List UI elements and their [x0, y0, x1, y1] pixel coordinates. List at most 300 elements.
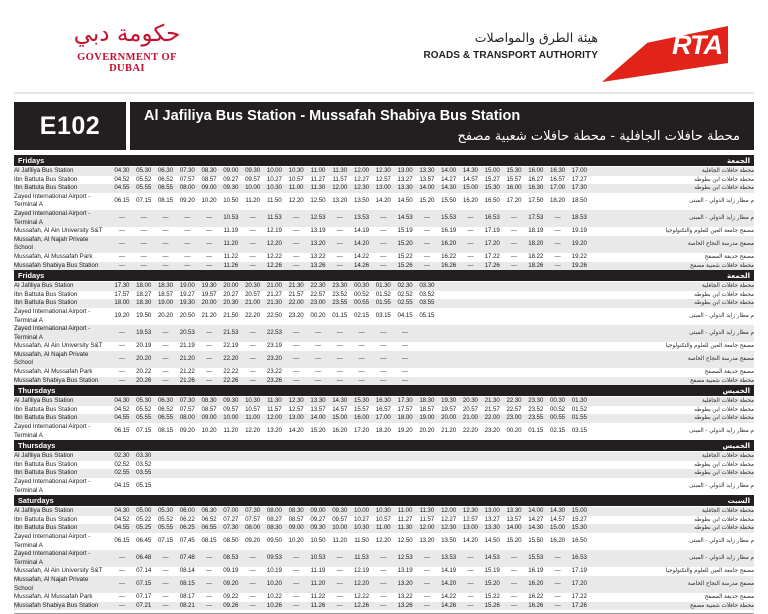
departure-time-cell: 12.30 [351, 184, 373, 193]
departure-time-cell: 02.55 [394, 299, 416, 308]
departure-time-cell: 20.26 [133, 377, 155, 386]
departure-time-cell [612, 602, 634, 611]
departure-time-cell: — [111, 567, 133, 576]
departure-time-cell [612, 423, 634, 440]
departure-time-cell: 19.00 [155, 299, 177, 308]
departure-time-cell [612, 210, 634, 227]
departure-time-cell: — [155, 253, 177, 262]
departure-time-cell: — [285, 325, 307, 342]
day-header-english: Fridays [18, 156, 45, 165]
departure-time-cell: 13.57 [307, 406, 329, 415]
stop-name-line2: Terminal A [14, 201, 43, 209]
stop-name-arabic-jafiliya: محطة حافلات الجافلية [634, 507, 754, 516]
table-row [14, 469, 754, 478]
table-row [14, 308, 754, 325]
departure-time-cell: 06.00 [176, 507, 198, 516]
departure-time-cell: 15.30 [481, 184, 503, 193]
departure-time-cell: 18.20 [372, 423, 394, 440]
departure-time-cell [547, 291, 569, 300]
departure-time-cell: 12.20 [285, 193, 307, 210]
departure-time-cell: 10.00 [263, 167, 285, 176]
departure-time-cell: 18.30 [416, 397, 438, 406]
departure-time-cell [176, 478, 198, 495]
departure-time-cell: 10.30 [242, 397, 264, 406]
departure-time-cell: — [285, 210, 307, 227]
departure-time-cell: 11.50 [263, 193, 285, 210]
departure-time-cell [372, 452, 394, 461]
departure-time-cell: 14.27 [438, 176, 460, 185]
day-header-english: Fridays [18, 271, 45, 281]
departure-time-cell: 20.00 [198, 299, 220, 308]
departure-time-cell [460, 308, 482, 325]
departure-time-cell: — [503, 210, 525, 227]
day-header-fridays-1 [14, 155, 754, 166]
departure-time-cell [242, 478, 264, 495]
departure-time-cell [285, 469, 307, 478]
departure-time-cell: 06.30 [155, 167, 177, 176]
departure-time-cell: 09.00 [307, 507, 329, 516]
departure-time-cell: 15.00 [460, 184, 482, 193]
timetable-thursdays-2 [14, 452, 754, 495]
departure-time-cell: 10.57 [242, 406, 264, 415]
departure-time-cell: 09.57 [329, 516, 351, 525]
departure-time-cell: 08.50 [220, 533, 242, 550]
departure-time-cell: 23.55 [525, 414, 547, 423]
departure-time-cell [568, 325, 590, 342]
table-row [14, 176, 754, 185]
departure-time-cell [612, 236, 634, 253]
departure-time-cell: 06.15 [111, 193, 133, 210]
departure-time-cell: — [155, 236, 177, 253]
departure-time-cell: — [329, 368, 351, 377]
departure-time-cell [503, 452, 525, 461]
departure-time-cell: 12.00 [351, 167, 373, 176]
departure-time-cell [612, 406, 634, 415]
day-group-fridays-1 [14, 155, 754, 270]
day-header-english: Thursdays [18, 441, 56, 451]
departure-time-cell: 21.27 [263, 291, 285, 300]
departure-time-cell: 13.53 [351, 210, 373, 227]
departure-time-cell [612, 193, 634, 210]
departure-time-cell: 05.52 [155, 516, 177, 525]
departure-time-cell: 15.20 [481, 576, 503, 593]
stop-name-line2: Terminal A [14, 218, 43, 226]
departure-time-cell: 17.20 [503, 193, 525, 210]
departure-time-cell: 13.20 [416, 533, 438, 550]
departure-time-cell [460, 282, 482, 291]
departure-time-cell: 16.20 [460, 193, 482, 210]
departure-time-cell: 06.45 [133, 533, 155, 550]
departure-time-cell: — [372, 576, 394, 593]
departure-time-cell: 17.50 [525, 193, 547, 210]
table-row [14, 516, 754, 525]
departure-time-cell: 22.20 [460, 423, 482, 440]
departure-time-cell: 06.30 [155, 397, 177, 406]
departure-time-cell: 12.53 [394, 550, 416, 567]
departure-time-cell: 01.30 [372, 282, 394, 291]
departure-time-cell: 09.30 [220, 397, 242, 406]
route-number-badge: E102 [14, 102, 126, 150]
departure-time-cell: — [351, 368, 373, 377]
departure-time-cell: — [351, 342, 373, 351]
departure-time-cell: — [155, 377, 177, 386]
departure-time-cell: 20.50 [176, 308, 198, 325]
departure-time-cell: 09.20 [176, 423, 198, 440]
departure-time-cell: 12.50 [394, 533, 416, 550]
departure-time-cell [525, 452, 547, 461]
departure-time-cell: — [329, 342, 351, 351]
departure-time-cell: — [111, 325, 133, 342]
stop-name-zayed_airport_b: Zayed International Airport - Terminal A [14, 210, 111, 227]
departure-time-cell: — [394, 351, 416, 368]
departure-time-cell [590, 507, 612, 516]
departure-time-cell: 13.19 [394, 567, 416, 576]
departure-time-cell: 14.20 [438, 576, 460, 593]
departure-time-cell: 06.15 [111, 423, 133, 440]
departure-time-cell: 14.19 [438, 567, 460, 576]
rta-english-text: ROADS & TRANSPORT AUTHORITY [423, 50, 598, 61]
departure-time-cell: — [307, 377, 329, 386]
departure-time-cell: 14.57 [547, 516, 569, 525]
departure-time-cell: 11.53 [263, 210, 285, 227]
departure-time-cell [547, 461, 569, 470]
table-row [14, 423, 754, 440]
departure-time-cell: — [547, 210, 569, 227]
departure-time-cell: 10.57 [372, 516, 394, 525]
departure-time-cell [503, 478, 525, 495]
stop-name-line2: School [14, 244, 33, 252]
departure-time-cell: — [155, 593, 177, 602]
table-row [14, 567, 754, 576]
departure-time-cell: 23.19 [263, 342, 285, 351]
departure-time-cell: 11.20 [307, 576, 329, 593]
departure-time-cell: 04.15 [394, 308, 416, 325]
departure-time-cell: 20.57 [460, 406, 482, 415]
table-row [14, 414, 754, 423]
stop-name-line2: Terminal A [14, 316, 43, 324]
departure-time-cell: 21.50 [220, 308, 242, 325]
stop-name-arabic-najah_school: مصفح مدرسة النجاح الخاصة [634, 576, 754, 593]
departure-time-cell [394, 469, 416, 478]
stop-name-ibn_battuta_b: Ibn Battuta Bus Station [14, 469, 111, 478]
departure-time-cell: 23.22 [263, 368, 285, 377]
departure-time-cell: 13.50 [438, 533, 460, 550]
departure-time-cell: 03.52 [416, 291, 438, 300]
departure-time-cell: — [242, 262, 264, 271]
departure-time-cell: 13.20 [394, 576, 416, 593]
departure-time-cell: 13.20 [329, 193, 351, 210]
departure-time-cell: 15.00 [481, 167, 503, 176]
departure-time-cell [590, 461, 612, 470]
departure-time-cell: 14.00 [438, 167, 460, 176]
day-group-fridays-2 [14, 270, 754, 385]
departure-time-cell: — [460, 227, 482, 236]
departure-time-cell: 09.53 [263, 550, 285, 567]
departure-time-cell: 14.50 [394, 193, 416, 210]
departure-time-cell: 10.20 [285, 533, 307, 550]
departure-time-cell: 01.55 [568, 414, 590, 423]
departure-time-cell: 14.00 [503, 524, 525, 533]
departure-time-cell [460, 478, 482, 495]
departure-time-cell: 02.52 [111, 461, 133, 470]
departure-time-cell [525, 282, 547, 291]
departure-time-cell: 12.20 [242, 423, 264, 440]
stop-name-arabic-mussafah_park: مصفح حديقة المصفح [634, 593, 754, 602]
departure-time-cell: 00.20 [503, 423, 525, 440]
departure-time-cell: 14.30 [438, 184, 460, 193]
departure-time-cell: 11.30 [416, 507, 438, 516]
departure-time-cell: — [503, 593, 525, 602]
day-group-thursdays-1 [14, 385, 754, 440]
departure-time-cell: 16.30 [372, 397, 394, 406]
departure-time-cell: 15.00 [329, 414, 351, 423]
departure-time-cell [590, 397, 612, 406]
departure-time-cell: — [416, 236, 438, 253]
departure-time-cell [590, 414, 612, 423]
departure-time-cell: 07.21 [133, 602, 155, 611]
departure-time-cell [590, 602, 612, 611]
departure-time-cell: 10.30 [372, 507, 394, 516]
table-row [14, 262, 754, 271]
departure-time-cell: 11.20 [220, 236, 242, 253]
departure-time-cell: — [329, 351, 351, 368]
departure-time-cell [612, 176, 634, 185]
departure-time-cell [307, 452, 329, 461]
departure-time-cell: 21.00 [242, 299, 264, 308]
table-row [14, 406, 754, 415]
departure-time-cell [590, 167, 612, 176]
stop-name-line2: School [14, 584, 33, 592]
departure-time-cell: 19.22 [568, 253, 590, 262]
departure-time-cell: 16.53 [481, 210, 503, 227]
departure-time-cell: 21.22 [176, 368, 198, 377]
departure-time-cell [590, 210, 612, 227]
departure-time-cell [547, 452, 569, 461]
departure-time-cell: 11.26 [220, 262, 242, 271]
departure-time-cell [481, 325, 503, 342]
departure-time-cell: 06.55 [155, 184, 177, 193]
departure-time-cell: — [372, 567, 394, 576]
departure-time-cell: — [416, 262, 438, 271]
departure-time-cell: 14.53 [481, 550, 503, 567]
stop-name-arabic-zayed_airport_a: م مطار زايد الدولي - المبنى [634, 478, 754, 495]
departure-time-cell: 11.57 [263, 406, 285, 415]
departure-time-cell: 17.30 [568, 184, 590, 193]
departure-time-cell [438, 469, 460, 478]
table-row [14, 299, 754, 308]
departure-time-cell: 07.00 [220, 507, 242, 516]
stop-name-mussafah_park: Mussafah, Al Mussafah Park [14, 253, 111, 262]
departure-time-cell: 08.15 [155, 423, 177, 440]
departure-time-cell: 14.20 [460, 533, 482, 550]
departure-time-cell: 19.30 [176, 299, 198, 308]
departure-time-cell: 05.30 [155, 507, 177, 516]
departure-time-cell: 12.27 [351, 176, 373, 185]
departure-time-cell: 07.30 [242, 507, 264, 516]
departure-time-cell [612, 397, 634, 406]
departure-time-cell: 06.15 [111, 533, 133, 550]
departure-time-cell: 19.57 [438, 406, 460, 415]
departure-time-cell [176, 452, 198, 461]
departure-time-cell: — [133, 236, 155, 253]
stop-name-line2: School [14, 359, 33, 367]
departure-time-cell: — [547, 253, 569, 262]
departure-time-cell [590, 533, 612, 550]
departure-time-cell: — [372, 351, 394, 368]
departure-time-cell [547, 299, 569, 308]
departure-time-cell: 22.30 [503, 397, 525, 406]
departure-time-cell: 12.57 [372, 176, 394, 185]
departure-time-cell: — [155, 325, 177, 342]
departure-time-cell [612, 452, 634, 461]
departure-time-cell: — [503, 576, 525, 593]
departure-time-cell: 17.22 [481, 253, 503, 262]
departure-time-cell: 11.53 [351, 550, 373, 567]
departure-time-cell: 12.27 [438, 516, 460, 525]
page-header [0, 0, 768, 92]
departure-time-cell: 03.52 [133, 461, 155, 470]
departure-time-cell: 14.19 [351, 227, 373, 236]
departure-time-cell: 11.27 [307, 176, 329, 185]
departure-time-cell: 23.20 [285, 308, 307, 325]
departure-time-cell [481, 342, 503, 351]
stop-name-ibn_battuta_b: Ibn Battuta Bus Station [14, 299, 111, 308]
departure-time-cell: — [155, 262, 177, 271]
departure-time-cell: 07.45 [176, 533, 198, 550]
departure-time-cell: 05.52 [133, 176, 155, 185]
departure-time-cell: 21.26 [176, 377, 198, 386]
departure-time-cell: 22.57 [307, 291, 329, 300]
departure-time-cell: 01.30 [568, 397, 590, 406]
table-row [14, 550, 754, 567]
departure-time-cell [481, 461, 503, 470]
departure-time-cell: 13.22 [394, 593, 416, 602]
departure-time-cell: — [285, 262, 307, 271]
departure-time-cell: — [155, 368, 177, 377]
table-row [14, 602, 754, 611]
departure-time-cell: — [372, 593, 394, 602]
departure-time-cell [155, 469, 177, 478]
departure-time-cell [242, 452, 264, 461]
departure-time-cell: 17.19 [481, 227, 503, 236]
departure-time-cell [568, 342, 590, 351]
departure-time-cell: 20.27 [220, 291, 242, 300]
departure-time-cell [590, 184, 612, 193]
departure-time-cell: — [394, 377, 416, 386]
departure-time-cell [612, 414, 634, 423]
stop-name-arabic-jafiliya: محطة حافلات الجافلية [634, 167, 754, 176]
departure-time-cell: — [460, 567, 482, 576]
stop-name-arabic-alain_uni: مصفح جامعة العين للعلوم والتكنولوجيا [634, 567, 754, 576]
departure-time-cell [590, 227, 612, 236]
departure-time-cell [568, 368, 590, 377]
header-divider [14, 92, 754, 94]
day-header-arabic: الخميس [722, 386, 750, 395]
departure-time-cell: 01.15 [329, 308, 351, 325]
departure-time-cell: 16.57 [547, 176, 569, 185]
table-row [14, 478, 754, 495]
departure-time-cell: 07.48 [176, 550, 198, 567]
departure-time-cell: — [176, 227, 198, 236]
departure-time-cell: 03.55 [416, 299, 438, 308]
departure-time-cell: 07.15 [133, 193, 155, 210]
departure-time-cell [176, 461, 198, 470]
departure-time-cell: — [155, 227, 177, 236]
departure-time-cell: — [198, 325, 220, 342]
departure-time-cell [503, 351, 525, 368]
departure-time-cell [503, 342, 525, 351]
departure-time-cell: 09.22 [220, 593, 242, 602]
departure-time-cell: 13.19 [307, 227, 329, 236]
departure-time-cell: 12.19 [263, 227, 285, 236]
departure-time-cell [590, 469, 612, 478]
departure-time-cell: 15.00 [547, 524, 569, 533]
departure-time-cell: — [547, 236, 569, 253]
departure-time-cell [176, 469, 198, 478]
departure-time-cell: 09.20 [242, 533, 264, 550]
departure-time-cell [155, 461, 177, 470]
departure-time-cell: 10.26 [263, 602, 285, 611]
departure-time-cell: 02.30 [111, 452, 133, 461]
stop-name-jafiliya: Al Jafiliya Bus Station [14, 452, 111, 461]
departure-time-cell [612, 567, 634, 576]
departure-time-cell: — [329, 602, 351, 611]
stop-name-shabiya: Mussafah Shabiya Bus Station [14, 377, 111, 386]
departure-time-cell [547, 368, 569, 377]
table-row [14, 184, 754, 193]
departure-time-cell: 10.22 [263, 593, 285, 602]
departure-time-cell: 10.19 [263, 567, 285, 576]
departure-time-cell [590, 291, 612, 300]
departure-time-cell [590, 593, 612, 602]
table-row [14, 342, 754, 351]
departure-time-cell: — [176, 262, 198, 271]
departure-time-cell: 15.22 [394, 253, 416, 262]
departure-time-cell: — [242, 593, 264, 602]
departure-time-cell: — [503, 550, 525, 567]
departure-time-cell [285, 461, 307, 470]
departure-time-cell [460, 325, 482, 342]
departure-time-cell: 16.27 [525, 176, 547, 185]
departure-time-cell: 12.00 [329, 184, 351, 193]
departure-time-cell: 11.20 [329, 533, 351, 550]
departure-time-cell: 18.27 [133, 291, 155, 300]
departure-time-cell: — [111, 253, 133, 262]
departure-time-cell [307, 469, 329, 478]
departure-time-cell [220, 461, 242, 470]
departure-time-cell [590, 236, 612, 253]
departure-time-cell: 20.57 [242, 291, 264, 300]
departure-time-cell: — [547, 602, 569, 611]
departure-time-cell: 04.55 [111, 184, 133, 193]
departure-time-cell: — [372, 227, 394, 236]
departure-time-cell: 09.00 [220, 167, 242, 176]
departure-time-cell: 18.57 [416, 406, 438, 415]
departure-time-cell [612, 291, 634, 300]
departure-time-cell: — [198, 342, 220, 351]
departure-time-cell: 04.52 [111, 176, 133, 185]
departure-time-cell: 13.50 [351, 193, 373, 210]
table-row [14, 461, 754, 470]
day-header-arabic: الخميس [722, 441, 750, 450]
departure-time-cell: 19.57 [198, 291, 220, 300]
departure-time-cell: — [155, 576, 177, 593]
departure-time-cell: 16.26 [525, 602, 547, 611]
departure-time-cell [460, 452, 482, 461]
stop-name-line2: Terminal A [14, 541, 43, 549]
departure-time-cell: 17.53 [525, 210, 547, 227]
departure-time-cell: 13.30 [481, 524, 503, 533]
